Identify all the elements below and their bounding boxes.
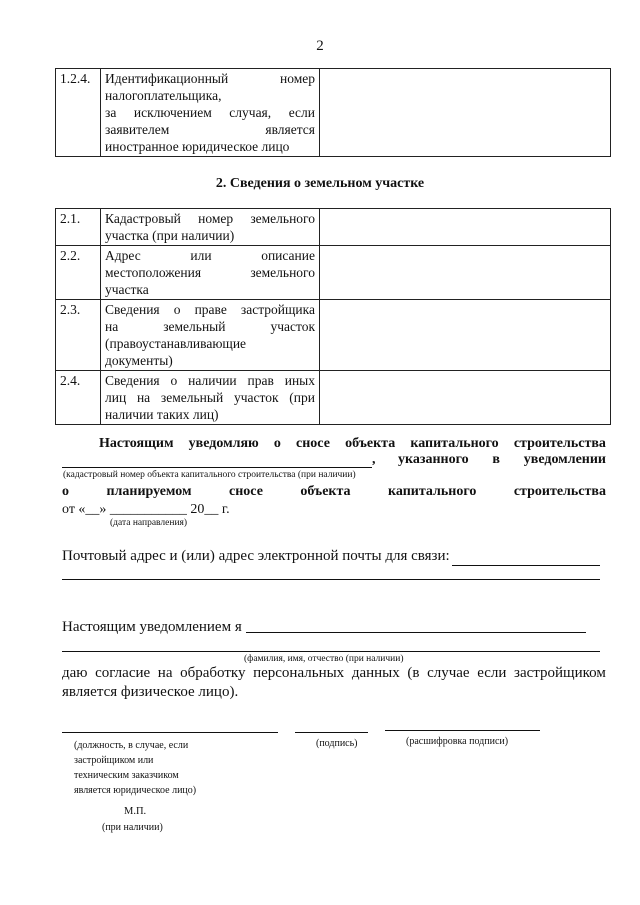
value-cell[interactable] (320, 246, 611, 300)
value-cell[interactable] (320, 300, 611, 371)
label-line: за исключением случая, если (105, 105, 315, 120)
word: Настоящим (99, 436, 174, 451)
row-label (101, 246, 320, 300)
signature-hint: (подпись) (316, 738, 358, 749)
page-number: 2 (316, 38, 324, 54)
label-line: документы) (105, 353, 173, 368)
word: сносе (229, 484, 263, 499)
position-hint-line: является юридическое лицо) (74, 785, 197, 796)
notice-date-field[interactable]: от «__» ___________ 20__ г. (62, 502, 230, 517)
label-line: (правоустанавливающие (105, 336, 247, 351)
label-line: Адрес или описание (105, 248, 315, 263)
label-line: Сведения о праве застройщика (105, 302, 315, 317)
postal-label: Почтовый адрес и (или) адрес электронной почты для связи: (62, 548, 450, 564)
word: строительства (513, 436, 606, 451)
row-number: 2.4. (56, 371, 101, 425)
label-line: заявителем является (105, 122, 315, 137)
label-line: лиц на земельный участок (при (105, 390, 315, 405)
word: указанного (398, 452, 469, 467)
row-number: 2.1. (56, 209, 101, 246)
land-plot-table (55, 208, 611, 425)
word: объекта (300, 484, 351, 499)
consent-label: Настоящим уведомлением я (62, 619, 242, 635)
word: персональных (253, 665, 345, 681)
table-row (56, 246, 611, 300)
position-field[interactable] (62, 732, 278, 733)
label-line: налогоплательщика, (105, 88, 222, 103)
consent-text-line-1 (62, 665, 606, 682)
signature-decode-field[interactable] (385, 730, 540, 731)
word: в (492, 452, 500, 467)
label-line: Идентификационный номер (105, 71, 315, 86)
signature-field[interactable] (295, 732, 368, 733)
word: обработку (180, 665, 246, 681)
notice-line-1 (99, 436, 606, 452)
fio-hint: (фамилия, имя, отчество (при наличии) (244, 654, 404, 664)
word: о (273, 436, 281, 451)
word: застройщиком (514, 665, 606, 681)
word: если (477, 665, 507, 681)
row-label (101, 209, 320, 246)
value-cell[interactable] (320, 371, 611, 425)
notice-line-3 (62, 484, 606, 500)
date-hint: (дата направления) (110, 518, 188, 528)
position-hint-line: техническим заказчиком (74, 770, 179, 781)
word: строительства (513, 484, 606, 499)
table-row (56, 69, 611, 157)
position-hint (74, 738, 196, 798)
table-row (56, 371, 611, 425)
word: уведомлении (523, 452, 606, 467)
word: планируемом (106, 484, 192, 499)
word: (в (407, 665, 420, 681)
notice-line-2 (398, 452, 606, 468)
postal-address-field-2[interactable] (62, 579, 600, 580)
word: данных (351, 665, 400, 681)
decode-hint: (расшифровка подписи) (406, 736, 509, 747)
row-label (101, 69, 320, 157)
taxpayer-table (55, 68, 611, 157)
row-number: 1.2.4. (56, 69, 101, 157)
label-line: Кадастровый номер земельного (105, 211, 315, 226)
table-row (56, 209, 611, 246)
word: уведомляю (188, 436, 259, 451)
word: даю (62, 665, 88, 681)
word: согласие (95, 665, 151, 681)
label-line: наличии таких лиц) (105, 407, 219, 422)
word: объекта (345, 436, 396, 451)
row-label (101, 371, 320, 425)
row-number: 2.3. (56, 300, 101, 371)
fio-field-2[interactable] (62, 651, 600, 652)
postal-address-field[interactable] (452, 565, 600, 566)
label-line: на земельный участок (105, 319, 315, 334)
label-line: иностранное юридическое лицо (105, 139, 290, 154)
position-hint-line: (должность, в случае, если (74, 740, 189, 751)
cadastral-number-field[interactable] (62, 467, 372, 468)
section-title: 2. Сведения о земельном участке (215, 176, 425, 191)
word: сносе (296, 436, 330, 451)
fio-field[interactable] (246, 632, 586, 633)
word: о (62, 484, 69, 499)
consent-text-line-2: является физическое лицо). (62, 684, 239, 700)
word: случае (427, 665, 470, 681)
label-line: Сведения о наличии прав иных (105, 373, 315, 388)
cadastral-hint: (кадастровый номер объекта капитального строительства (при наличии) (63, 470, 356, 480)
stamp-label: М.П. (124, 806, 147, 817)
word: капитального (410, 436, 499, 451)
word: на (157, 665, 173, 681)
row-label (101, 300, 320, 371)
label-line: местоположения земельного (105, 265, 315, 280)
value-cell[interactable] (320, 209, 611, 246)
table-row (56, 300, 611, 371)
position-hint-line: застройщиком или (74, 755, 154, 766)
label-line: участка (при наличии) (105, 228, 235, 243)
word: капитального (388, 484, 477, 499)
row-number: 2.2. (56, 246, 101, 300)
notice-comma: , (372, 452, 376, 467)
value-cell[interactable] (320, 69, 611, 157)
stamp-hint: (при наличии) (102, 822, 163, 833)
label-line: участка (105, 282, 149, 297)
